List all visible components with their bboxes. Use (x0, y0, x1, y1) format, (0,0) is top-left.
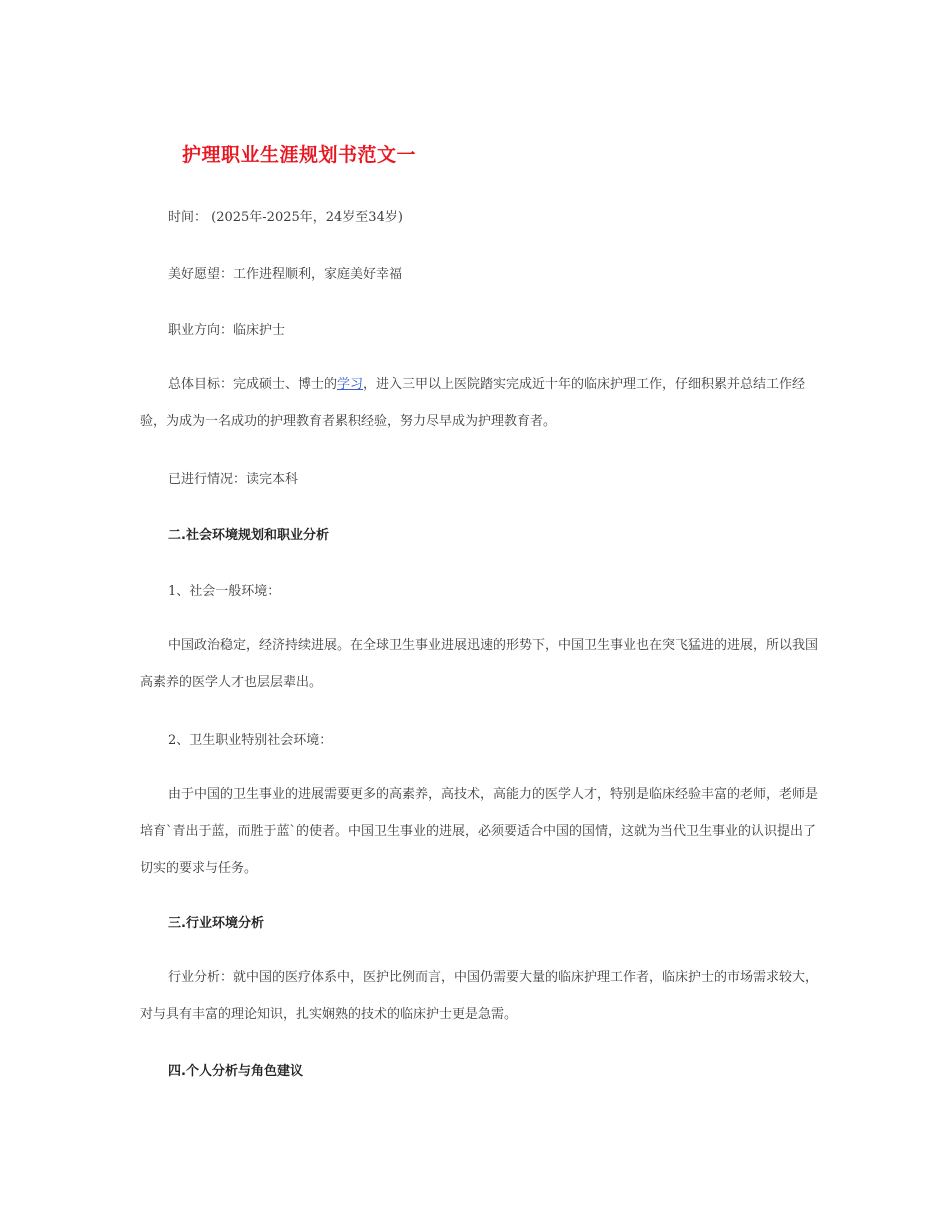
status-line: 已进行情况：读完本科 (168, 472, 299, 487)
direction-line: 职业方向：临床护士 (168, 323, 286, 338)
goal-text-after: ，进入三甲以上医院踏实完成近十年的临床护理工作，仔细积累并总结工作经验，为成为一名成功的护理教育者累积经验，努力尽早成为护理教育者。 (140, 377, 806, 429)
paragraph-special-environment: 由于中国的卫生事业的进展需要更多的高素养，高技术，高能力的医学人才，特别是临床经验丰富的老师，老师是培育`青出于蓝，而胜于蓝`的使者。中国卫生事业的进展，必须要适合中国的国情，这就为当代卫生事业的认识提出了切实的要求与任务。 (140, 787, 819, 876)
time-line: 时间： (2025年-2025年，24岁至34岁) (168, 210, 403, 225)
document-title: 护理职业生涯规划书范文一 (182, 144, 417, 166)
wish-line: 美好愿望：工作进程顺利，家庭美好幸福 (168, 267, 403, 282)
section-heading-4: 四.个人分析与角色建议 (168, 1064, 303, 1079)
paragraph-industry-analysis: 行业分析：就中国的医疗体系中，医护比例而言，中国仍需要大量的临床护理工作者，临床护士的市场需求较大，对与具有丰富的理论知识，扎实娴熟的技术的临床护士更是急需。 (140, 970, 819, 1022)
section-heading-3: 三.行业环境分析 (168, 916, 264, 931)
goal-text-before: 总体目标：完成硕士、博士的 (168, 377, 338, 392)
goal-paragraph (140, 366, 820, 440)
study-link[interactable]: 学习 (337, 377, 364, 392)
subsection-1: 1、社会一般环境： (168, 584, 281, 599)
section-heading-2: 二.社会环境规划和职业分析 (168, 528, 329, 543)
paragraph-general-environment: 中国政治稳定，经济持续进展。在全球卫生事业进展迅速的形势下，中国卫生事业也在突飞猛进的进展，所以我国高素养的医学人才也层层辈出。 (140, 638, 819, 690)
subsection-2: 2、卫生职业特别社会环境： (168, 733, 333, 748)
